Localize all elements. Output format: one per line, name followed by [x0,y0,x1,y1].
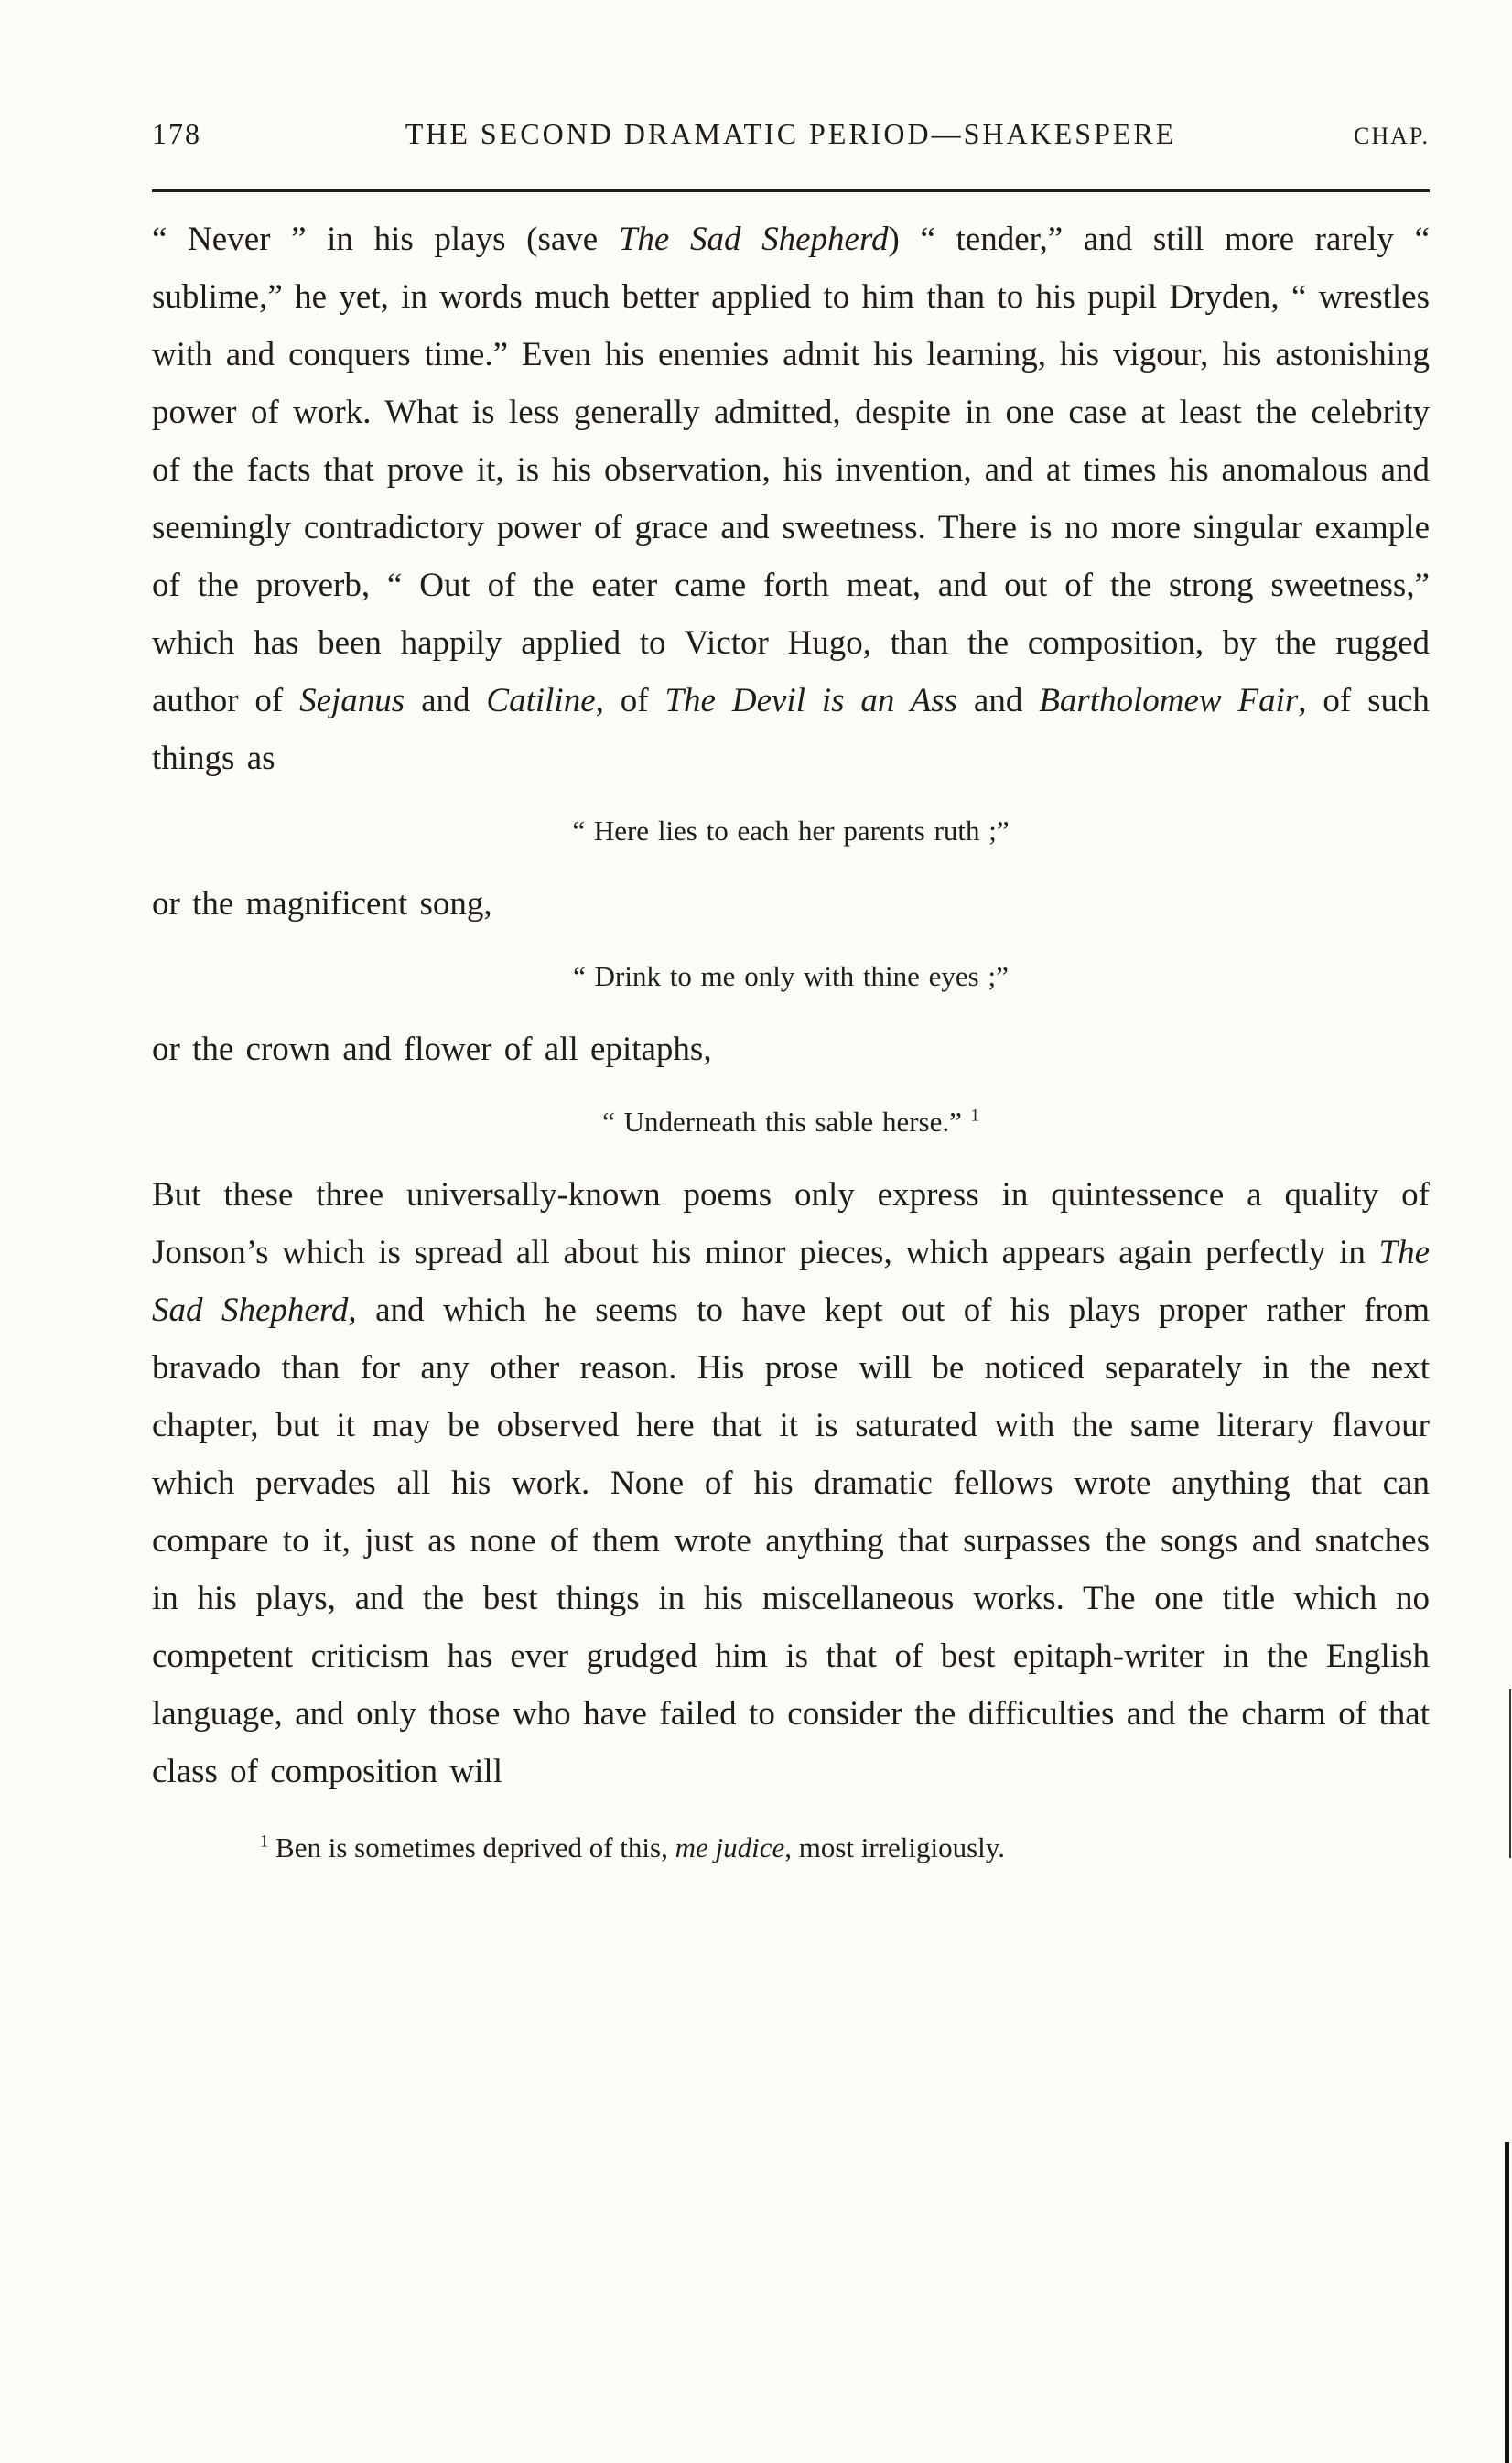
page-header [152,117,1430,151]
paragraph [152,1166,1430,1800]
paragraph [152,875,1430,933]
text-run: , and which he seems to have kept out of his plays proper rather from bravado than for any other reason. His prose will be noticed separately in the next chapter, but it may be observed here that it is saturated with the same literary flavour which pervades all his work. None of his dramatic fellows wrote anything that can compare to it, just as none of them wrote anything that surpasses the songs and snatches in his plays, and the best things in his miscellaneous works. The one title which no competent criticism has ever grudged him is that of best epitaph-writer in the English language, and only those who have failed to consider the difficulties and the charm of that class of composition will [152,1291,1430,1790]
header-rule [152,189,1430,192]
page-number: 178 [152,117,201,150]
text-run: , most irreligiously. [784,1831,1006,1863]
footnote-marker: 1 [260,1831,269,1852]
scan-artifact-edge [1505,2142,1509,2463]
text-run: and [957,682,1040,719]
verse-quote [152,956,1430,997]
text-block [152,211,1430,1800]
text-run: or the magnificent song, [152,885,492,923]
italic-text: me judice [675,1831,785,1863]
scan-artifact-line [1509,1689,1511,1858]
verse-quote [152,1102,1430,1142]
italic-text: Sejanus [299,682,405,719]
footnote [152,1828,1430,1868]
text-run: , of [595,682,665,719]
chapter-label: CHAP. [1354,123,1430,149]
paragraph [152,211,1430,787]
paragraph [152,1021,1430,1078]
text-run: But these three universally-known poems only express in quintessence a quality of Jonson’s which is spread all about his minor pieces, which appears again perfectly in [152,1176,1430,1271]
italic-text: The Sad Shepherd [618,221,889,258]
running-title: THE SECOND DRAMATIC PERIOD—SHAKESPERE [405,117,1177,150]
text-run: “ Drink to me only with thine eyes ;” [573,960,1009,992]
text-run: ) “ tender,” and still more rarely “ sublime,” he yet, in words much better applied to him than to his pupil Dryden, “ wrestles with and conquers time.” Even his enemies admit his learning, his vigour, his astonishing power of work. What is less generally admitted, despite in one case at least the celebrity of the facts that prove it, is his observation, his invention, and at times his anomalous and seemingly contradictory power of grace and sweetness. There is no more singular example of the proverb, “ Out of the eater came forth meat, and out of the strong sweetness,” which has been happily applied to Victor Hugo, than the composition, by the rugged author of [152,221,1430,719]
text-run: , of such things as [152,682,1430,777]
italic-text: Catiline [486,682,596,719]
italic-text: Bartholomew Fair [1039,682,1299,719]
verse-quote [152,811,1430,851]
text-run: Ben is sometimes deprived of this, [268,1831,675,1863]
text-run: or the crown and flower of all epitaphs, [152,1031,712,1068]
italic-text: The Devil is an Ass [664,682,958,719]
text-run: “ Never ” in his plays (save [152,221,619,258]
italic-text: The Sad Shepherd [152,1234,1430,1329]
text-run: “ Here lies to each her parents ruth ;” [572,815,1010,847]
footnote-marker: 1 [970,1106,979,1126]
text-run: “ Underneath this sable herse.” [602,1106,971,1138]
text-run: and [405,682,487,719]
